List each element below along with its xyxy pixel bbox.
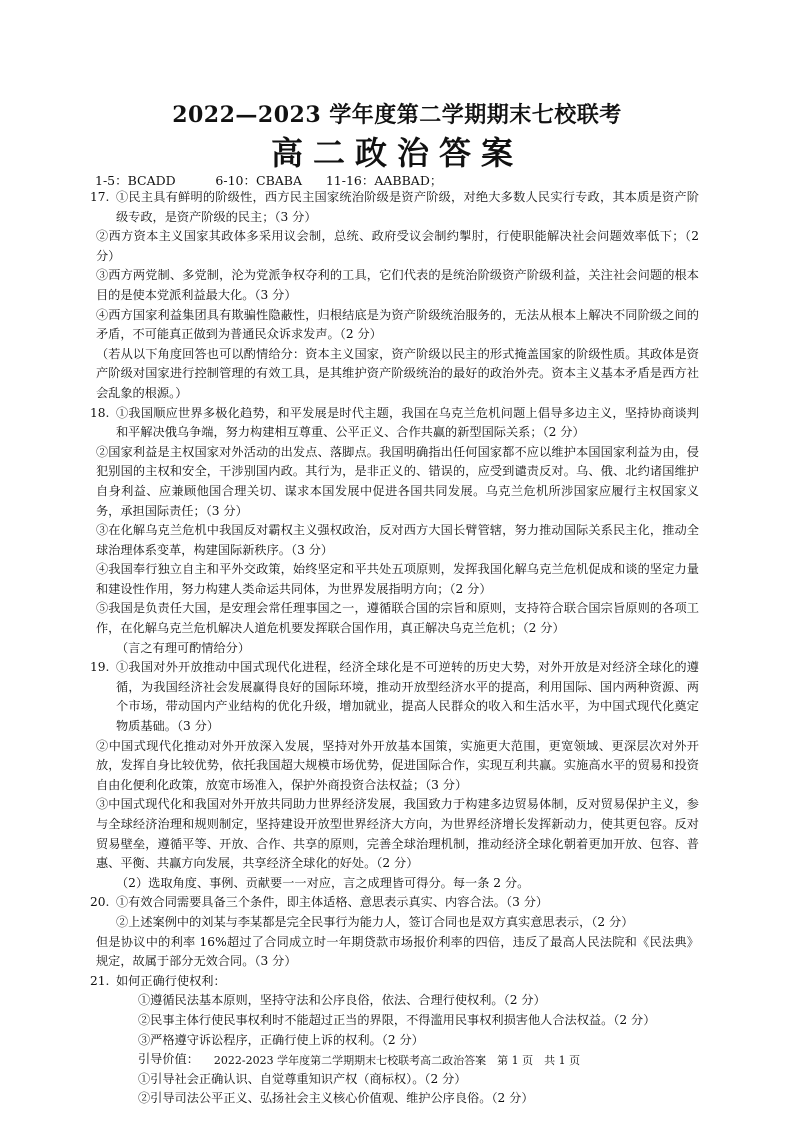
answer-point: ②西方资本主义国家其政体多采用议会制，总统、政府受议会制约掣肘，行使职能解决社会问题效率低下；（2 分）	[96, 229, 699, 263]
answer-point: ③在化解乌克兰危机中我国反对霸权主义强权政治，反对西方大国长臂管辖，努力推动国际关系民主化，推动全球治理体系变革，构建国际新秩序。（3 分）	[96, 523, 699, 557]
scoring-note: （言之有理可酌情给分）	[116, 640, 251, 655]
answer-point: ②国家利益是主权国家对外活动的出发点、落脚点。我国明确指出任何国家都不应以维护本国国家利益为由，侵犯别国的主权和安全，干涉别国内政。其行为，是非正义的、错误的，应受到谴责反对。乌、俄、北约诸国维护自身利益、应兼顾他国合理关切、谋求本国发展中促进各国共同发展。乌克兰危机所涉国家应履行主权国家义务，承担国际责任；（3 分）	[96, 444, 699, 518]
answer-point: 但是协议中的利率 16%超过了合同成立时一年期贷款市场报价利率的四倍，违反了最高人民法院和《民法典》规定，故属于部分无效合同。（3 分）	[96, 934, 699, 969]
answer-point: ①我国对外开放推动中国式现代化进程，经济全球化是不可逆转的历史大势，对外开放是对经济全球化的遵循，为我国经济社会发展赢得良好的国际环境，推动开放型经济水平的提高，利用国际、国内两种资源、两个市场，带动国内产业结构的优化升级，增加就业，提高人民群众的收入和生活水平，为中国式现代化奠定物质基础。（3 分）	[116, 660, 699, 734]
question-20	[90, 893, 699, 971]
question-number: 19.	[90, 660, 110, 675]
scoring-note: （若从以下角度回答也可以酌情给分：资本主义国家，资产阶级以民主的形式掩盖国家的阶级性质。其政体是资产阶级对国家进行控制管理的有效工具，是其维护资产阶级统治的最好的政治外壳。资本主义基本矛盾是西方社会乱象的根源。）	[96, 346, 699, 400]
question-number: 20.	[90, 895, 110, 910]
answer-content	[90, 188, 699, 1109]
answer-point: ①有效合同需要具备三个条件，即主体适格、意思表示真实、内容合法。（3 分）	[116, 895, 549, 910]
question-21	[90, 972, 699, 1109]
question-19	[90, 658, 699, 893]
answer-point: ⑤我国是负责任大国，是安理会常任理事国之一，遵循联合国的宗旨和原则，支持符合联合国宗旨原则的各项工作，在化解乌克兰危机解决人道危机要发挥联合国作用，真正解决乌克兰危机；（2 分）	[96, 601, 699, 636]
answer-point: ④西方国家利益集团具有欺骗性隐蔽性，归根结底是为资产阶级统治服务的，无法从根本上解决不同阶级之间的矛盾，不可能真正做到为普通民众诉求发声。（2 分）	[96, 307, 699, 342]
answer-point: ③西方两党制、多党制，沦为党派争权夺利的工具，它们代表的是统治阶级资产阶级利益，关注社会问题的根本目的是使本党派利益最大化。（3 分）	[96, 268, 699, 302]
answer-point: ④我国奉行独立自主和平外交政策，始终坚定和平共处五项原则，发挥我国化解乌克兰危机促成和谈的坚定力量和建设性作用，努力构建人类命运共同体，为世界发展指明方向；（2 分）	[96, 562, 699, 596]
answer-title: 高二政治答案	[270, 134, 523, 172]
answer-point: ①我国顺应世界多极化趋势，和平发展是时代主题，我国在乌克兰危机问题上倡导多边主义，坚持协商谈判和平解决俄乌争端，努力构建相互尊重、公平正义、合作共赢的新型国际关系；（2 分）	[116, 405, 699, 440]
answer-point: ②上述案例中的刘某与李某都是完全民事行为能力人，签订合同也是双方真实意思表示，（2 分）	[116, 914, 634, 929]
answer-point: ①民主具有鲜明的阶级性，西方民主国家统治阶级是资产阶级，对绝大多数人民实行专政，其本质是资产阶级专政，是资产阶级的民主；（3 分）	[116, 190, 699, 224]
question-number: 18.	[90, 405, 110, 420]
question-number: 21.	[90, 973, 110, 988]
answer-point: ②中国式现代化推动对外开放深入发展，坚持对外开放基本国策，实施更大范围，更宽领域、更深层次对外开放，发挥自身比较优势，依托我国超大规模市场优势，促进国际合作，实现互利共赢。实施高水平的贸易和投资自由化便利化政策，放宽市场准入，保护外商投资合法权益；（3 分）	[96, 738, 699, 792]
page-footer: 2022-2023 学年度第二学期期末七校联考高二政治答案 第 1 页 共 1 页	[213, 1054, 581, 1067]
mc-group-11-16: 11-16：AABBAD；	[325, 173, 443, 188]
section-heading: 引导价值：	[138, 1052, 199, 1067]
answer-point: ②引导司法公平正义、弘扬社会主义核心价值观、维护公序良俗。（2 分）	[138, 1091, 534, 1106]
answer-point: ③中国式现代化和我国对外开放共同助力世界经济发展，我国致力于构建多边贸易体制，反对贸易保护主义，参与全球经济治理和规则制定，坚持建设开放型世界经济大方向，为世界经济增长发挥新动力，使其更包容。反对贸易壁垒，遵循平等、开放、合作、共享的原则，完善全球治理机制，推动经济全球化朝着更加开放、包容、普惠、平衡、共赢方向发展，共享经济全球化的好处。（2 分）	[96, 797, 699, 871]
mc-group-1-5: 1-5：BCADD	[95, 173, 176, 188]
answer-point: ①遵循民法基本原则，坚持守法和公序良俗，依法、合理行使权利。（2 分）	[138, 993, 546, 1008]
multiple-choice-answers	[95, 171, 442, 189]
answer-point: ①引导社会正确认识、自觉尊重知识产权（商标权）。（2 分）	[138, 1071, 467, 1086]
question-17	[90, 188, 699, 404]
answer-point: ③严格遵守诉讼程序，正确行使上诉的权利。（2 分）	[138, 1032, 424, 1047]
question-18	[90, 404, 699, 659]
answer-point: ②民事主体行使民事权利时不能超过正当的界限，不得滥用民事权利损害他人合法权益。（2 分）	[138, 1012, 656, 1027]
mc-group-6-10: 6-10：CBABA	[215, 173, 302, 188]
question-number: 17.	[90, 190, 110, 204]
section-heading: 如何正确行使权利：	[116, 973, 226, 988]
exam-title: 2022—2023 学年度第二学期期末七校联考	[172, 102, 622, 128]
scoring-note: （2）选取角度、事例、贡献要一一对应，言之成理皆可得分。每一条 2 分。	[116, 875, 530, 890]
